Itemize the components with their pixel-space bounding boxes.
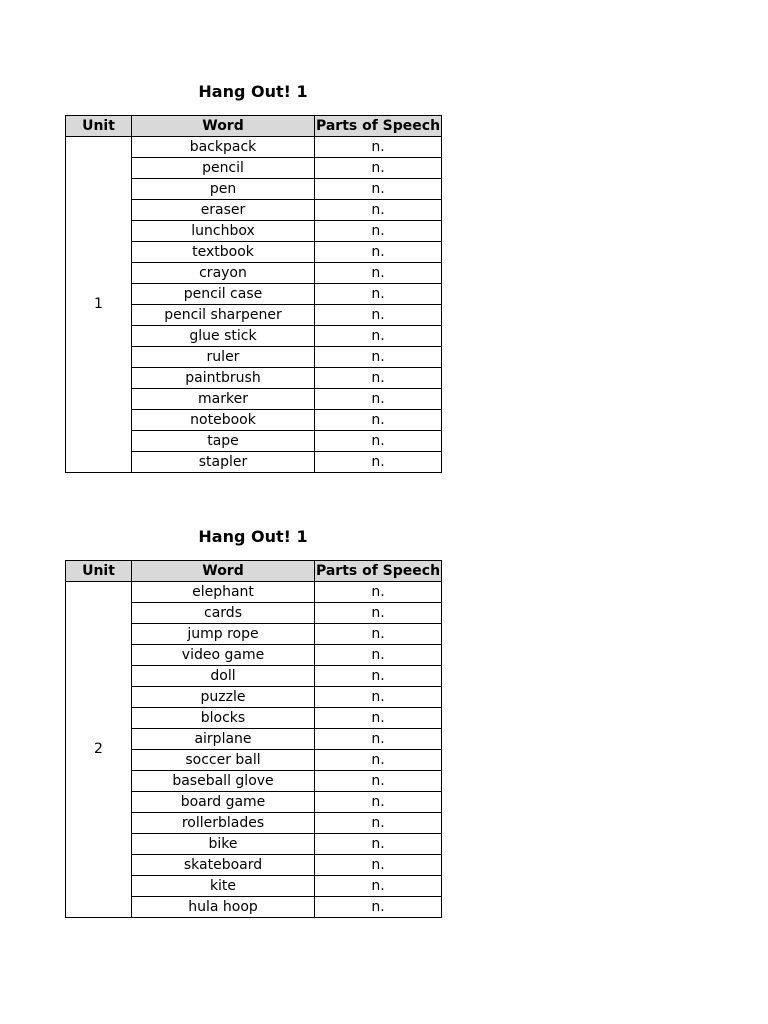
part-of-speech-cell: n. bbox=[315, 221, 442, 242]
part-of-speech-cell: n. bbox=[315, 410, 442, 431]
word-cell: pen bbox=[132, 179, 315, 200]
part-of-speech-cell: n. bbox=[315, 897, 442, 918]
part-of-speech-cell: n. bbox=[315, 876, 442, 897]
part-of-speech-cell: n. bbox=[315, 708, 442, 729]
part-of-speech-cell: n. bbox=[315, 687, 442, 708]
part-of-speech-cell: n. bbox=[315, 326, 442, 347]
word-cell: pencil case bbox=[132, 284, 315, 305]
vocab-section-unit-1 bbox=[65, 80, 441, 470]
part-of-speech-cell: n. bbox=[315, 666, 442, 687]
part-of-speech-cell: n. bbox=[315, 813, 442, 834]
word-cell: board game bbox=[132, 792, 315, 813]
vocab-section-unit-2 bbox=[65, 525, 441, 915]
unit-number-cell: 2 bbox=[66, 582, 132, 918]
part-of-speech-cell: n. bbox=[315, 855, 442, 876]
word-cell: cards bbox=[132, 603, 315, 624]
word-cell: notebook bbox=[132, 410, 315, 431]
part-of-speech-cell: n. bbox=[315, 389, 442, 410]
word-cell: crayon bbox=[132, 263, 315, 284]
part-of-speech-cell: n. bbox=[315, 200, 442, 221]
word-cell: airplane bbox=[132, 729, 315, 750]
word-cell: tape bbox=[132, 431, 315, 452]
header-word: Word bbox=[132, 116, 315, 137]
table-header-row bbox=[66, 116, 442, 137]
header-word: Word bbox=[132, 561, 315, 582]
part-of-speech-cell: n. bbox=[315, 729, 442, 750]
part-of-speech-cell: n. bbox=[315, 158, 442, 179]
section-title bbox=[65, 80, 441, 104]
word-cell: eraser bbox=[132, 200, 315, 221]
word-cell: skateboard bbox=[132, 855, 315, 876]
part-of-speech-cell: n. bbox=[315, 242, 442, 263]
word-cell: stapler bbox=[132, 452, 315, 473]
part-of-speech-cell: n. bbox=[315, 624, 442, 645]
part-of-speech-cell: n. bbox=[315, 582, 442, 603]
word-cell: lunchbox bbox=[132, 221, 315, 242]
part-of-speech-cell: n. bbox=[315, 137, 442, 158]
word-cell: pencil bbox=[132, 158, 315, 179]
part-of-speech-cell: n. bbox=[315, 834, 442, 855]
part-of-speech-cell: n. bbox=[315, 179, 442, 200]
unit-number-cell: 1 bbox=[66, 137, 132, 473]
header-parts-of-speech: Parts of Speech bbox=[315, 561, 442, 582]
header-unit: Unit bbox=[66, 116, 132, 137]
word-cell: video game bbox=[132, 645, 315, 666]
part-of-speech-cell: n. bbox=[315, 263, 442, 284]
word-cell: jump rope bbox=[132, 624, 315, 645]
word-cell: kite bbox=[132, 876, 315, 897]
section-title-text: Hang Out! 1 bbox=[198, 82, 308, 101]
word-cell: backpack bbox=[132, 137, 315, 158]
part-of-speech-cell: n. bbox=[315, 645, 442, 666]
word-cell: elephant bbox=[132, 582, 315, 603]
section-title bbox=[65, 525, 441, 549]
vocab-table bbox=[65, 115, 442, 473]
part-of-speech-cell: n. bbox=[315, 368, 442, 389]
vocab-table bbox=[65, 560, 442, 918]
part-of-speech-cell: n. bbox=[315, 347, 442, 368]
word-cell: textbook bbox=[132, 242, 315, 263]
word-cell: puzzle bbox=[132, 687, 315, 708]
table-row bbox=[66, 582, 442, 603]
part-of-speech-cell: n. bbox=[315, 431, 442, 452]
word-cell: hula hoop bbox=[132, 897, 315, 918]
part-of-speech-cell: n. bbox=[315, 603, 442, 624]
header-parts-of-speech: Parts of Speech bbox=[315, 116, 442, 137]
word-cell: glue stick bbox=[132, 326, 315, 347]
table-header-row bbox=[66, 561, 442, 582]
header-unit: Unit bbox=[66, 561, 132, 582]
word-cell: rollerblades bbox=[132, 813, 315, 834]
part-of-speech-cell: n. bbox=[315, 452, 442, 473]
part-of-speech-cell: n. bbox=[315, 792, 442, 813]
word-cell: pencil sharpener bbox=[132, 305, 315, 326]
word-cell: paintbrush bbox=[132, 368, 315, 389]
word-cell: bike bbox=[132, 834, 315, 855]
word-cell: soccer ball bbox=[132, 750, 315, 771]
word-cell: baseball glove bbox=[132, 771, 315, 792]
part-of-speech-cell: n. bbox=[315, 750, 442, 771]
word-cell: doll bbox=[132, 666, 315, 687]
part-of-speech-cell: n. bbox=[315, 771, 442, 792]
word-cell: marker bbox=[132, 389, 315, 410]
table-row bbox=[66, 137, 442, 158]
part-of-speech-cell: n. bbox=[315, 284, 442, 305]
word-cell: blocks bbox=[132, 708, 315, 729]
word-cell: ruler bbox=[132, 347, 315, 368]
section-title-text: Hang Out! 1 bbox=[198, 527, 308, 546]
part-of-speech-cell: n. bbox=[315, 305, 442, 326]
